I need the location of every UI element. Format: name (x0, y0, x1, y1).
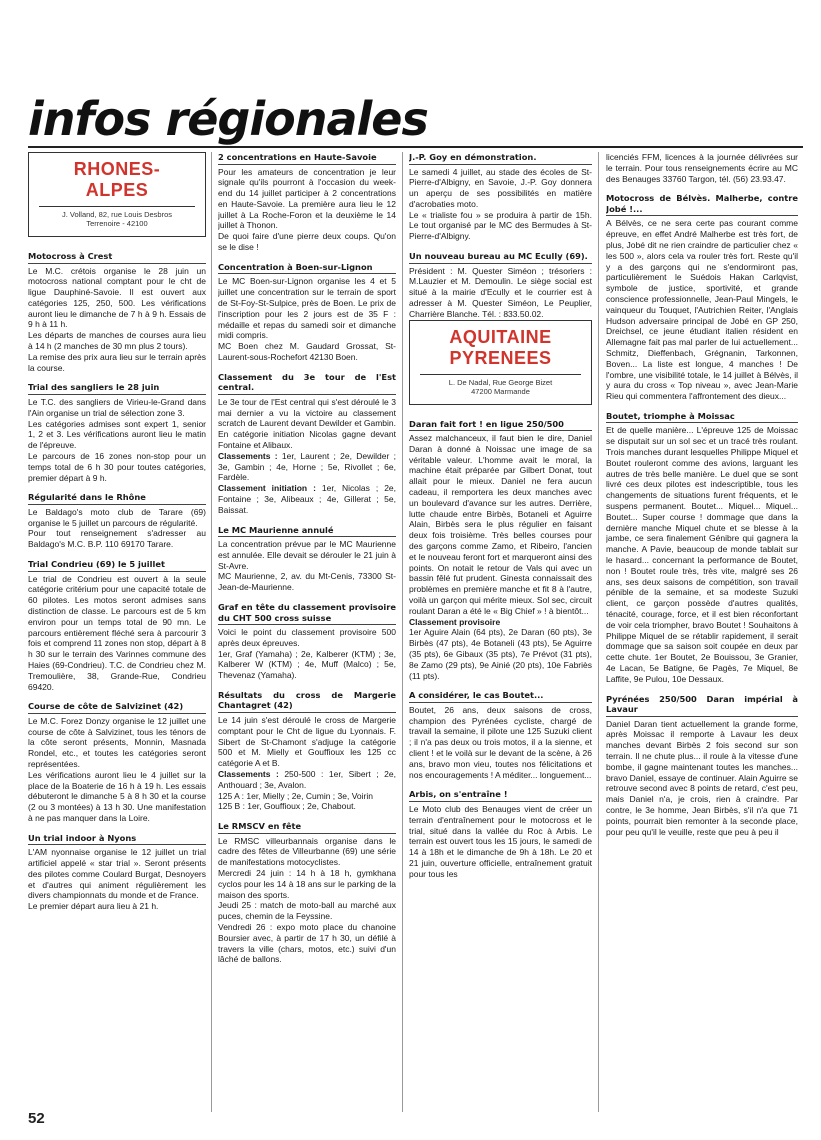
paragraph-text: Le Baldago's moto club de Tarare (69) organise le 5 juillet un parcours de régularité. (28, 506, 206, 528)
paragraph-text: Le 3e tour de l'Est central qui s'est déroulé le 3 mai dernier a vu la victoire au classement scratch de Laurent devant Dewilder et Gambin. En catégorie initiation Nicolas gagne devant Fontaine et Alibaux. (218, 396, 396, 450)
article-paragraph (218, 801, 396, 812)
paragraph-text: Boutet, 26 ans, deux saisons de cross, champion des Pyrénées cycliste, chargé de travail la semaine, il pilote une 125 Suzuki client ; il n'a pas deux ou trois motos, il a la sienne, et client ! et le voilà sur le devant de la scène, à 26 ans, bravo mon vieu, toutes nos félicitations et nos encouragements ! A méditer... longuement... (409, 704, 592, 780)
article-headline: Pyrénées 250/500 Daran impérial à Lavaur (606, 694, 798, 717)
article-paragraph (218, 791, 396, 802)
correspondent-contact: J. Volland, 82, rue Louis Desbros (61, 210, 173, 219)
article-paragraph (218, 571, 396, 593)
region-header (409, 320, 592, 405)
article-paragraph (218, 167, 396, 232)
paragraph-text: Le premier départ aura lieu à 21 h. (28, 901, 159, 912)
article-headline: Arbis, on s'entraîne ! (409, 789, 592, 802)
paragraph-text: MC Maurienne, 2, av. du Mt-Cenis, 73300 St-Jean-de-Maurienne. (218, 571, 396, 593)
region-name: AQUITAINE (449, 326, 552, 347)
correspondent-contact: L. De Nadal, Rue George Bizet (448, 377, 553, 387)
article-paragraph (28, 507, 206, 529)
article-paragraph (218, 769, 396, 791)
paragraph-label: Classements : (218, 768, 285, 779)
paragraph-text: Le MC Boen-sur-Lignon organise les 4 et 5 juillet une concentration sur le terrain de sport de St-Foy-St-Sulpice, près de Boen. Le prix de l'inscription pour les 2 jours est de 35 F : médaille et repas du samedi soir et dimanche midi compris. (218, 276, 396, 341)
article-headline: Résultats du cross de Margerie Chantagret (42) (218, 690, 396, 713)
article-paragraph (409, 627, 592, 681)
paragraph-text: Le samedi 4 juillet, au stade des écoles de St-Pierre-d'Albigny, en Savoie, J.-P. Goy donnera un aperçu de ses possibilités en matière d'acrobaties moto. (409, 166, 592, 209)
paragraph-label: Classements : (218, 450, 282, 461)
paragraph-text: Le Moto club des Benauges vient de créer un terrain d'entraînement pour le motocross et le trial, situé dans la vallée du Roc à Arbis. Le terrain est ouvert tous les 15 jours, le samedi de 14 à 18h et le dimanche de 9h à 18h. Le 20 et 21 juin, ouverture officielle, entraînement gratuit pour tous les (409, 803, 592, 879)
article-paragraph (218, 539, 396, 571)
paragraph-text: De quoi faire d'une pierre deux coups. Qu'on se le dise ! (218, 231, 396, 253)
article-headline: Motocross de Bélvès. Malherbe, contre Jobé !... (606, 193, 798, 216)
article-headline: Classement du 3e tour de l'Est central. (218, 372, 396, 395)
paragraph-text: Les départs de manches de courses aura lieu à 14 h (2 manches de 30 mn plus 2 tours). (28, 330, 206, 352)
paragraph-text: Le parcours de 16 zones non-stop pour un temps total de 6 h 30 pour toutes catégories, premier départ à 9 h. (28, 450, 206, 483)
article-headline: Motocross à Crest (28, 251, 206, 264)
paragraph-text: Le « trialiste fou » se produira à partir de 15h. Le tout organisé par le MC des Bermudes à St-Pierre-d'Albigny. (409, 209, 592, 242)
paragraph-text: 1er, Laurent ; 2e, Dewilder ; 3e, Gambin ; 4e, Horne ; 5e, Rivollet ; 6e, Fardèle. (218, 450, 396, 483)
region-rule (39, 206, 195, 207)
article-paragraph (28, 419, 206, 451)
article-headline: 2 concentrations en Haute-Savoie (218, 152, 396, 165)
region-header (28, 152, 206, 237)
article-paragraph (28, 770, 206, 824)
article-paragraph (218, 836, 396, 868)
paragraph-text: L'AM nyonnaise organise le 12 juillet un trial artificiel appelé « star trial ». Seront présents des pilotes comme Coulard Burgat, Desnoyers et d'autres qui animent régulièrement les divers championnats du monde et de France. (28, 847, 206, 901)
paragraph-text: Mercredi 24 juin : 14 h à 18 h, gymkhana cyclos pour les 14 à 18 ans sur le parking de la maison des sports. (218, 868, 396, 900)
title-rule (28, 146, 803, 148)
article-headline: Un nouveau bureau au MC Ecully (69). (409, 251, 592, 264)
paragraph-text: Les catégories admises sont expert 1, senior 1, 2 et 3. Les vérifications auront lieu le matin de l'épreuve. (28, 418, 206, 451)
column-4 (606, 152, 798, 1112)
paragraph-text: La remise des prix aura lieu sur le terrain après la course. (28, 351, 206, 373)
article-paragraph (409, 705, 592, 781)
article-paragraph (606, 719, 798, 838)
article-paragraph (28, 574, 206, 693)
article-headline: Daran fait fort ! en ligue 250/500 (409, 419, 592, 432)
article-paragraph (28, 266, 206, 331)
article-paragraph (218, 276, 396, 341)
paragraph-text: Pour tout renseignement s'adresser au Baldago's M.C. B.P. 110 69170 Tarare. (28, 528, 206, 550)
article-paragraph (409, 167, 592, 210)
article-paragraph (218, 397, 396, 451)
paragraph-text: 125 B : 1er, Gouffioux ; 2e, Chabout. (218, 801, 356, 812)
paragraph-text: 250-500 : 1er, Sibert ; 2e, Anthouard ; 3e, Avalon. (218, 768, 396, 790)
article-paragraph (606, 425, 798, 684)
region-name: RHONES- (73, 159, 161, 179)
paragraph-text: Voici le point du classement provisoire 500 après deux épreuves. (218, 627, 396, 648)
article-headline: Le RMSCV en fête (218, 821, 396, 834)
region-name: PYRENEES (449, 347, 552, 368)
paragraph-text: Daniel Daran tient actuellement la grande forme, après Moissac il remporte à Lavaur les deux manches devant Birbès 2 fois second sur son terrain. Il ne chute plus... il roule à la vitesse d'une bombe, il gagne maintenant toutes les manches... bravo Daniel, essaye de continuer. Alain Aguirre se retrouve second avec 8 points de retard, c'est peu, mais Daniel n'a, je crois, rien à craindre. Par contre, le 3e homme, Jean Birbès, s'il n'a que 71 points, pourrait bien remonter à la seconde place, pour peu qu'il le veuille, reste que peu à peu il (606, 718, 798, 837)
paragraph-text: A Bélvès, ce ne sera certe pas courant comme épreuve, en effet André Malherbe est très fort, de plus, Jobé dit ne rien craindre de particulier chez « les 500 », alors cela va rouler très fort. Reste qu'il y a des garçons qui ne s'endormiront pas, particulièrement le Suédois Hakan Carlqvist, symbole de justice, sportivité, et grande conscience professionnelle, Jean-Paul Mingels, le vainqueur du Touquet, l'Autrichien Reiter, l'Anglais Hudson adversaire principal de Jobé en GP 250, Dreichsel, ce jeune étudiant italien résident en Allemagne fait pas mal parler de lui actuellement... Schmitz, Dieffenbach, Grégnanin, Tarkonnen, Boven... La liste est longue, 4 manches ! De l'ombre, une visibilité totale, le 14 juillet à Bélvès, il y aura du cross « Top niveau », avec Jean-Marie Rieu qui commentera l'affrontement des dieux... (606, 218, 798, 402)
paragraph-text: Le M.C. crétois organise le 28 juin un motocross national comptant pour le cht de ligue Dauphiné-Savoie. Il est ouvert aux catégories 125, 250, 500. Les vérifications auront lieu le dimanche de 7 h à 9 h. Essais de 9 h à 11 h. (28, 265, 206, 330)
article-paragraph (28, 451, 206, 483)
region-name: ALPES (85, 180, 149, 200)
article-paragraph (28, 528, 206, 550)
article-headline: Trial des sangliers le 28 juin (28, 382, 206, 395)
article-headline: Un trial indoor à Nyons (28, 833, 206, 846)
article-paragraph (28, 901, 206, 912)
article-paragraph (218, 451, 396, 483)
paragraph-text: 1er Aguire Alain (64 pts), 2e Daran (60 pts), 3e Birbès (47 pts), 4e Botaneli (43 pts), 5e Aguirre (35 pts), 6e Gibaux (35 pts), 7e Prévot (31 pts), 8e Zamo (29 pts), 9e Ainié (20 pts), 10e Fabriès (11 pts). (409, 627, 592, 681)
paragraph-text: Le RMSC villeurbannais organise dans le cadre des fêtes de Villeurbanne (69) une série de manifestations motocyclistes. (218, 835, 396, 868)
column-divider (211, 152, 212, 1112)
paragraph-text: MC Boen chez M. Gaudard Grossat, St-Laurent-sous-Rochefort 42130 Boen. (218, 341, 396, 362)
article-paragraph (218, 341, 396, 363)
paragraph-text: Président : M. Quester Siméon ; trésoriers : M.Lauzier et M. Demoulin. Le siège social est situé à la mairie d'Ecully et le courrier est à adresser à M. Quester Siméon, Le Peuplier, Charrière Blanche. Tél. : 833.50.02. (409, 265, 592, 319)
article-paragraph (218, 627, 396, 649)
column-1 (28, 152, 206, 1112)
column-divider (402, 152, 403, 1112)
paragraph-text: Jeudi 25 : match de moto-ball au marché aux puces, chemin de la Feyssine. (218, 900, 396, 922)
paragraph-text: Pour les amateurs de concentration je leur signale qu'ils pourront à l'occasion du week-end du 14 juillet participer à 2 concentrations en Haute-Savoie. La première aura lieu le 12 juillet à La Roche-Foron et la deuxième le 14 juillet à Thonon. (218, 166, 396, 231)
article-paragraph (606, 152, 798, 184)
article-paragraph (218, 649, 396, 681)
region-rule (420, 374, 581, 375)
paragraph-text: La concentration prévue par le MC Maurienne est annulée. Elle devait se dérouler le 21 juin à St-Avre. (218, 539, 396, 571)
column-2 (218, 152, 396, 1112)
article-paragraph (28, 716, 206, 770)
paragraph-label: Classement provisoire (409, 616, 501, 627)
article-paragraph (409, 210, 592, 242)
page-number: 52 (28, 1110, 45, 1127)
article-paragraph (409, 617, 592, 628)
page-title: infos régionales (28, 92, 428, 146)
article-paragraph (218, 231, 396, 253)
article-headline: Concentration à Boen-sur-Lignon (218, 262, 396, 275)
paragraph-text: Les vérifications auront lieu le 4 juillet sur la place de la Boaterie de 16 h à 19 h. Les essais débuteront le dimanche 5 à 8 h 30 et la course (2 ou 3 montées) à 13 h 30. Une manifestation à ne pas manquer dans la Loire. (28, 769, 206, 823)
article-paragraph (218, 868, 396, 900)
paragraph-text: Le M.C. Forez Donzy organise le 12 juillet une course de côte à Salvizinet, tous les ténors de la côte seront présents, Monnin, Masnada Rondel, etc., et toutes les catégories seront représentées. (28, 715, 206, 769)
article-paragraph (218, 483, 396, 515)
paragraph-text: licenciés FFM, licences à la journée délivrées sur le terrain. Pour tous renseignements écrire au MC des Benauges 33760 Targon, tél. (56) 23.93.47. (606, 152, 798, 184)
column-3 (409, 152, 592, 1112)
paragraph-text: Le T.C. des sangliers de Virieu-le-Grand dans l'Ain organise un trial de sélection zone 3. (28, 396, 206, 418)
article-headline: A considérer, le cas Boutet... (409, 690, 592, 703)
article-paragraph (409, 266, 592, 320)
paragraph-text: Vendredi 26 : expo moto place du chanoine Boursier avec, à partir de 17 h 30, un défilé à travers la ville (chars, motos, etc.) suivi d'un lâché de ballons. (218, 922, 396, 965)
paragraph-text: Et de quelle manière... L'épreuve 125 de Moissac se disputait sur un sol sec et un tracé très roulant. Trois manches durant lesquelles Philippe Miquel et Boutet rouleront comme des avions, larguant les autres de très belle manière. Le duel que se sont livré ces deux pilotes est indescriptible, tous les changements de situations furent fréquents, et le suspens permanent. Boutet... Miquel... Miquel... Boutet... Super course ! dommage que dans la dernière manche Miquel chute et se blesse à la jambe, ce sera finalement Génibre qui gagnera la manche. A Pavie, beaucoup de monde tablait sur le hasard... concernant la performance de Boutet, non ! Boutet roule très, très vite, malgré ses 26 ans, ses deux saisons de compétition, son travail pénible de la semaine, et sa modeste Suzuki client, ce garçon possède d'autres qualités, ténacité, courage, force, et il est bien réconfortant de voir cela triompher, bravo Boutet ! Souhaitons à Philippe Miquel de se rétablir rapidement, il serait dommage que sa saison soit coupée en deux par cette chute. 1er Boutet, 2e Bouissou, 3e Granier, 4e Lacan, 5e Batigne, 6e Pagès, 7e Miquel, 8e Laffite, 9e Pulou, 10e Dessaux. (606, 425, 798, 684)
article-paragraph (218, 922, 396, 965)
article-paragraph (28, 847, 206, 901)
paragraph-text: Le 14 juin s'est déroulé le cross de Margerie comptant pour le Cht de ligue du Lyonnais. F. Sibert de St-Chamont s'adjuge la catégorie 500 et M. Mielly et Gouffioux les 125 cc catégorie A et B. (218, 714, 396, 769)
article-paragraph (28, 330, 206, 352)
paragraph-text: Assez malchanceux, il faut bien le dire, Daniel Daran à donné à Noissac une image de sa véritable valeur. L'homme avait le moral, la machine était préparée par Gilbert Donat, tout allait pour le mieux. Daniel ne fera aucun cadeau, il remportera les deux manches avec un boulevard d'avance sur les autres. Derrière, lutte chaude entre Birbès, Botaneli et Aguirre Alain, Birbès sera le plus régulier en faisant deux fois troisième. Très belles courses pour des garçons comme Zamo, et Ribeiro, l'ancien et le nouveau feront fort et marqueront ainsi des points. On notait le retour de Vals qui avec un bassin fêlé fut prudent. Ginesta connaissait des problèmes en première manche et fit 8 à l'autre, voilà un garçon qui mérite mieux. Sol sec, circuit roulant Daran a été le « Big Chief » ! à bientôt... (409, 433, 592, 616)
correspondent-contact: 47200 Marmande (471, 386, 530, 396)
article-paragraph (28, 397, 206, 419)
article-paragraph (606, 218, 798, 402)
article-headline: Course de côte de Salvizinet (42) (28, 701, 206, 714)
article-paragraph (409, 433, 592, 617)
article-headline: J.-P. Goy en démonstration. (409, 152, 592, 165)
paragraph-text: 1er, Graf (Yamaha) ; 2e, Kalberer (KTM) ; 3e, Kalberer W (KTM) ; 4e, Muff (Malco) ; 5e, Thevenaz (Yamaha). (218, 648, 396, 681)
article-headline: Régularité dans le Rhône (28, 492, 206, 505)
column-divider (598, 152, 599, 1112)
article-paragraph (218, 715, 396, 769)
paragraph-text: 1er, Nicolas ; 2e, Fontaine ; 3e, Alibeaux ; 4e, Gillerat ; 5e, Baissat. (218, 483, 396, 515)
article-paragraph (218, 900, 396, 922)
correspondent-contact: Terrenoire - 42100 (86, 219, 148, 228)
article-headline: Graf en tête du classement provisoire du CHT 500 cross suisse (218, 602, 396, 625)
article-paragraph (28, 352, 206, 374)
article-headline: Trial Condrieu (69) le 5 juillet (28, 559, 206, 572)
paragraph-text: Le trial de Condrieu est ouvert à la seule catégorie critérium pour une capacité totale de 60 pilotes. Les motos seront admises sans distinction de classe. Le parcours est de 5 km environ pour un temps total de 90 mn. Le parcours entièrement fléché sera à parcourir 3 fois et comprend 11 zones non stop, départ à 8 h 30 sur le terrain des Varinnes commune des Haies (69-Condrieu). T.C. de Condrieu chez M. Tremoulière, 38, Grande-Rue, Condrieu 69420. (28, 573, 206, 692)
article-headline: Le MC Maurienne annulé (218, 525, 396, 538)
paragraph-label: Classement initiation : (218, 483, 322, 494)
paragraph-text: 125 A : 1er, Mielly ; 2e, Cumin ; 3e, Voirin (218, 790, 373, 801)
article-paragraph (409, 804, 592, 880)
article-headline: Boutet, triomphe à Moissac (606, 411, 798, 424)
